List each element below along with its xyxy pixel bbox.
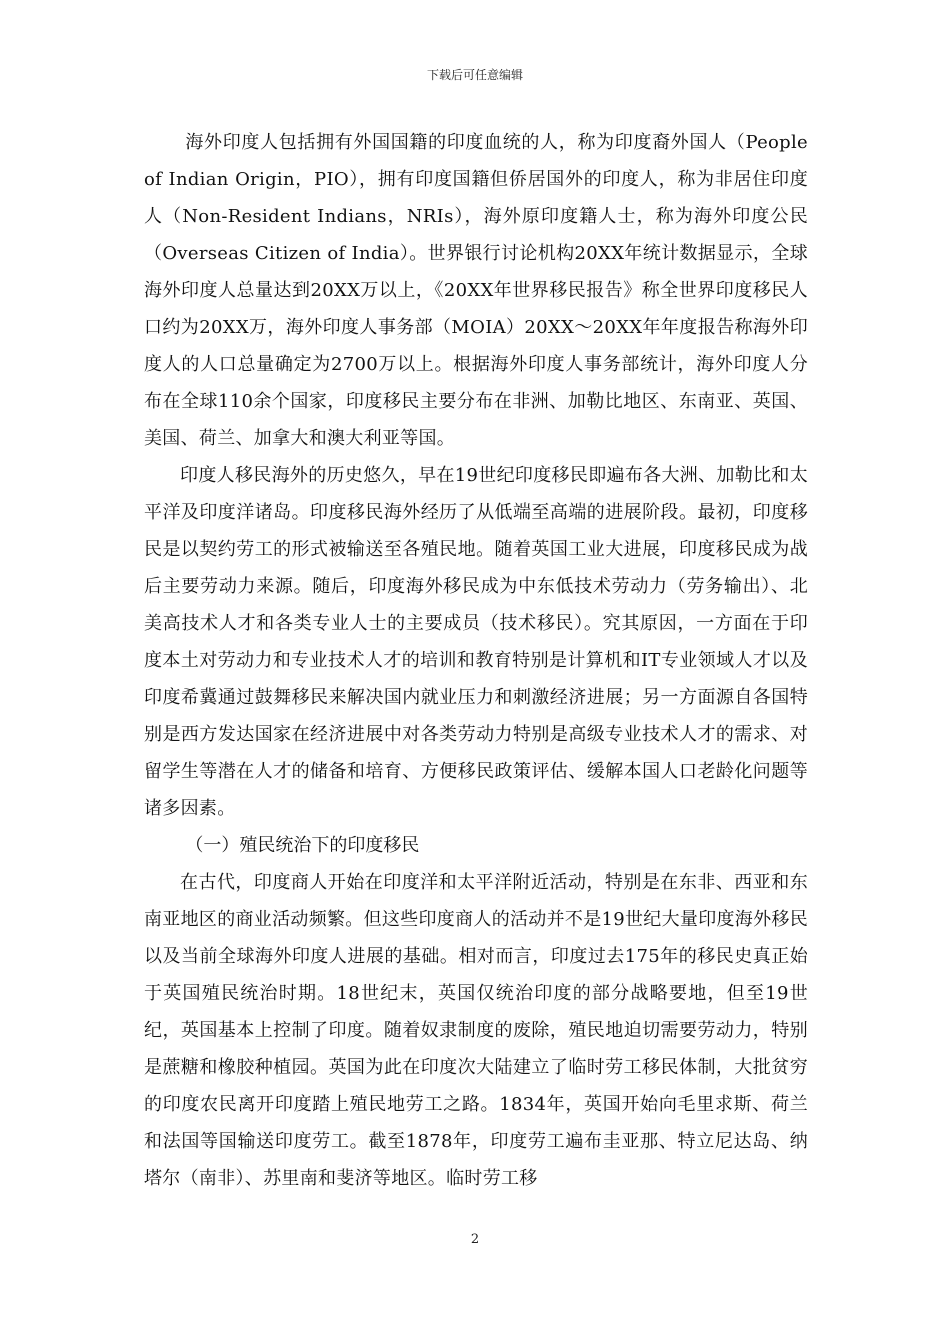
paragraph-overseas-indians-definition: 海外印度人包括拥有外国国籍的印度血统的人，称为印度裔外国人（People of Indian Origin，PIO），拥有印度国籍但侨居国外的印度人，称为非居住印度人（Non-Resident Indians，NRIs），海外原印度籍人士，称为海外印度公民（Overseas Citizen of India）。世界银行讨论机构20XX年统计数据显示，全球海外印度人总量达到20XX万以上，《20XX年世界移民报告》称全世界印度移民人口约为20XX万，海外印度人事务部（MOIA）20XX～20XX年年度报告称海外印度人的人口总量确定为2700万以上。根据海外印度人事务部统计，海外印度人分布在全球110余个国家，印度移民主要分布在非洲、加勒比地区、东南亚、英国、美国、荷兰、加拿大和澳大利亚等国。 xyxy=(144,132,808,449)
page-header: 下载后可任意编辑 xyxy=(426,68,523,82)
paragraph-colonial-migration: 在古代，印度商人开始在印度洋和太平洋附近活动，特别是在东非、西亚和东南亚地区的商业活动频繁。但这些印度商人的活动并不是19世纪大量印度海外移民以及当前全球海外印度人进展的基础。相对而言，印度过去175年的移民史真正始于英国殖民统治时期。18世纪末，英国仅统治印度的部分战略要地，但至19世纪，英国基本上控制了印度。随着奴隶制度的废除，殖民地迫切需要劳动力，特别是蔗糖和橡胶种植园。英国为此在印度次大陆建立了临时劳工移民体制，大批贫穷的印度农民离开印度踏上殖民地劳工之路。1834年，英国开始向毛里求斯、荷兰和法国等国输送印度劳工。截至1878年，印度劳工遍布圭亚那、特立尼达岛、纳塔尔（南非）、苏里南和斐济等地区。临时劳工移 xyxy=(144,872,809,1189)
page-number: 2 xyxy=(470,1232,480,1247)
document-body xyxy=(144,124,808,1197)
paragraph-migration-history: 印度人移民海外的历史悠久，早在19世纪印度移民即遍布各大洲、加勒比和太平洋及印度洋诸岛。印度移民海外经历了从低端至高端的进展阶段。最初，印度移民是以契约劳工的形式被输送至各殖民地。随着英国工业大进展，印度移民成为战后主要劳动力来源。随后，印度海外移民成为中东低技术劳动力（劳务输出）、北美高技术人才和各类专业人士的主要成员（技术移民）。究其原因，一方面在于印度本土对劳动力和专业技术人才的培训和教育特别是计算机和IT专业领域人才以及印度希冀通过鼓舞移民来解决国内就业压力和刺激经济进展；另一方面源自各国特别是西方发达国家在经济进展中对各类劳动力特别是高级专业技术人才的需求、对留学生等潜在人才的储备和培育、方便移民政策评估、缓解本国人口老龄化问题等诸多因素。 xyxy=(144,465,808,819)
section-heading: （一）殖民统治下的印度移民 xyxy=(185,835,420,856)
